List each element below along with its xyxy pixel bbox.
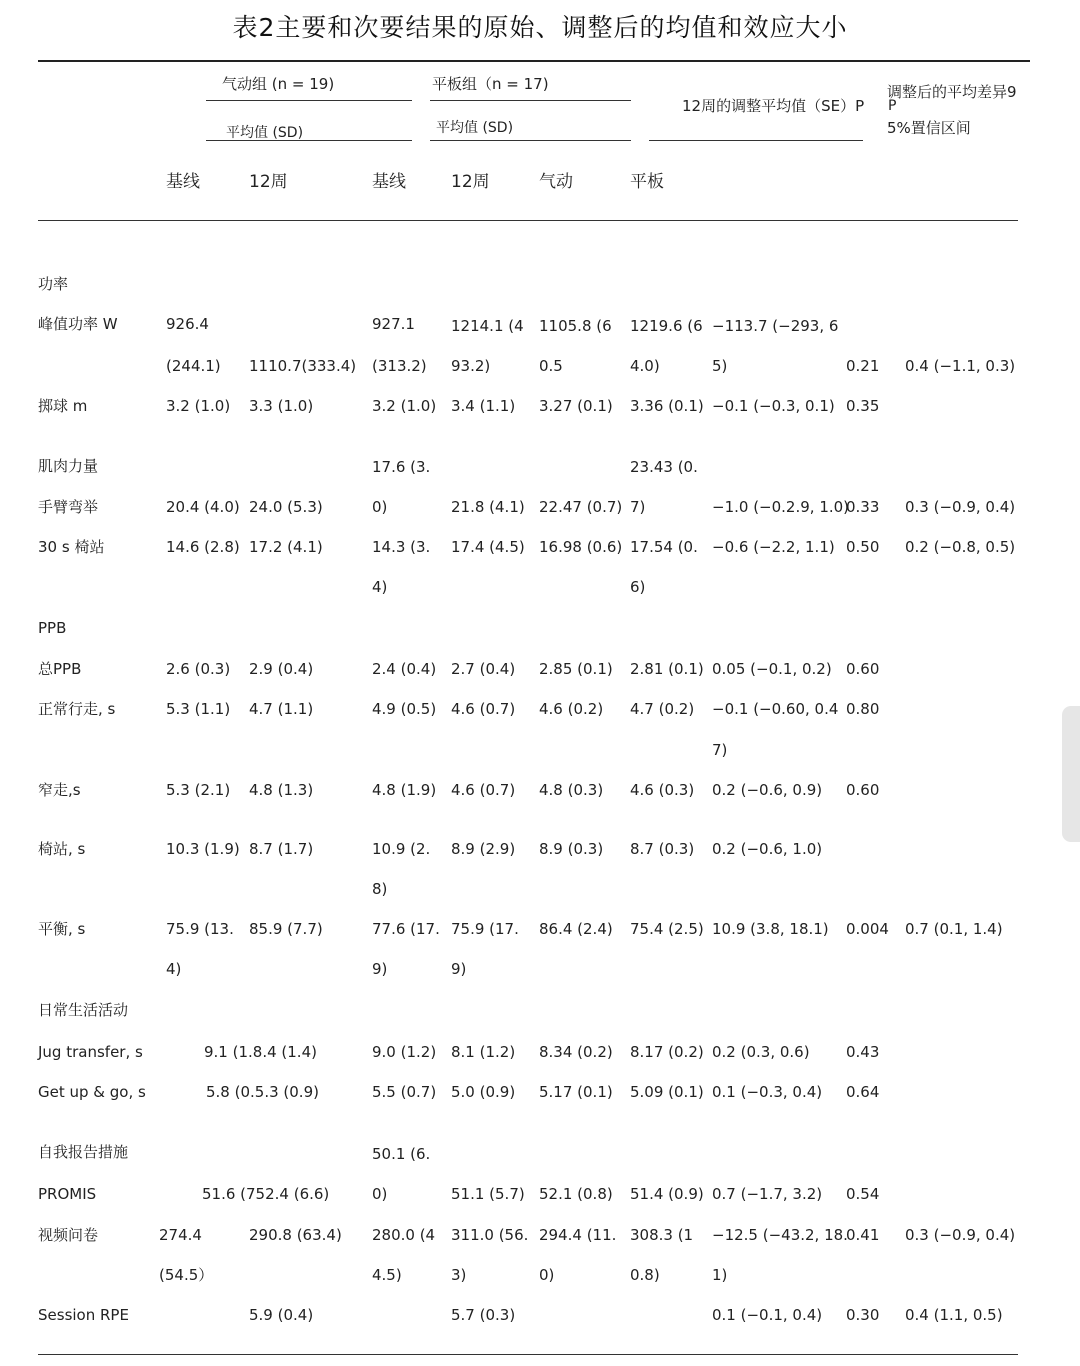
chair-pn: 8.9 (0.3) [539,840,604,858]
section-ppb: PPB [38,619,67,637]
col-baseline-b: 基线 [372,172,406,192]
jug-b-w12: 8.1 (1.2) [451,1043,516,1061]
arm-curl-diff: −1.0 (−0.2.9, 1.0) [712,498,850,516]
video-b-w12-1: 311.0 (56. [451,1226,529,1244]
balance-b-w12-2: 9) [451,960,467,978]
narrow-walk-pn: 4.8 (0.3) [539,781,604,799]
normal-walk-p: 0.80 [846,700,880,718]
arm-curl-a-base: 20.4 (4.0) [166,498,240,516]
total-ppb-b-base: 2.4 (0.4) [372,660,437,678]
group-b-header: 平板组（n = 17) [432,75,549,93]
video-tr-1: 308.3 (1 [630,1226,694,1244]
throw-b-base: 3.2 (1.0) [372,397,437,415]
chair-stand-tr-2: 6) [630,578,646,596]
peak-power-b-base-1: 927.1 [372,315,415,333]
group-b-rule [430,100,631,101]
video-a-base-1: 274.4 [159,1226,202,1244]
chair-stand-label: 30 s 椅站 [38,538,105,556]
chair-stand-b-w12: 17.4 (4.5) [451,538,525,556]
normal-walk-label: 正常行走, s [38,700,116,718]
peak-power-pn-1: 1105.8 (6 [539,317,612,335]
balance-label: 平衡, s [38,920,86,938]
top-rule [38,60,1030,62]
total-ppb-a-base: 2.6 (0.3) [166,660,231,678]
balance-pn: 86.4 (2.4) [539,920,613,938]
jug-a: 9.1 (1.8.4 (1.4) [204,1043,317,1061]
chair-stand-p: 0.50 [846,538,880,556]
getup-diff: 0.1 (−0.3, 0.4) [712,1083,823,1101]
narrow-walk-b-base: 4.8 (1.9) [372,781,437,799]
peak-power-tr-2: 4.0) [630,357,660,375]
balance-tr: 75.4 (2.5) [630,920,704,938]
normal-walk-tr: 4.7 (0.2) [630,700,695,718]
chair-stand-tr-1: 17.54 (0. [630,538,698,556]
strength-tr-1: 23.43 (0. [630,458,698,476]
promis-diff: 0.7 (−1.7, 3.2) [712,1185,823,1203]
rpe-b-w12: 5.7 (0.3) [451,1306,516,1324]
adjusted-rule [649,140,863,141]
total-ppb-pn: 2.85 (0.1) [539,660,613,678]
promis-tr: 51.4 (0.9) [630,1185,704,1203]
chair-label: 椅站, s [38,840,86,858]
promis-label: PROMIS [38,1185,97,1203]
arm-curl-b-base-2: 0) [372,498,388,516]
total-ppb-tr: 2.81 (0.1) [630,660,704,678]
balance-b-w12-1: 75.9 (17. [451,920,519,938]
throw-tr: 3.36 (0.1) [630,397,704,415]
balance-b-base-1: 77.6 (17. [372,920,440,938]
arm-curl-b-w12: 21.8 (4.1) [451,498,525,516]
section-strength: 肌肉力量 [38,457,99,475]
promis-a: 51.6 (752.4 (6.6) [202,1185,330,1203]
rpe-diff: 0.1 (−0.1, 0.4) [712,1306,823,1324]
video-pn-2: 0) [539,1266,555,1284]
mean-sd-b-header: 平均值 (SD) [436,120,514,136]
chair-stand-a-base: 14.6 (2.8) [166,538,240,556]
rpe-label: Session RPE [38,1306,129,1324]
video-a-w12: 290.8 (63.4) [249,1226,342,1244]
throw-label: 掷球 m [38,397,88,415]
video-label: 视频问卷 [38,1226,99,1244]
throw-p: 0.35 [846,397,880,415]
peak-power-diff-1: −113.7 (−293, 6 [712,317,839,335]
normal-walk-diff-1: −0.1 (−0.60, 0.4 [712,700,839,718]
chair-stand-a-w12: 17.2 (4.1) [249,538,323,556]
mean-b-rule [430,140,631,141]
peak-power-a-w12: 1110.7(333.4) [249,357,357,375]
rpe-p: 0.30 [846,1306,880,1324]
chair-b-base-1: 10.9 (2. [372,840,431,858]
video-diff-1: −12.5 (−43.2, 18. [712,1226,848,1244]
total-ppb-diff: 0.05 (−0.1, 0.2) [712,660,832,678]
arm-curl-tr-2: 7) [630,498,646,516]
narrow-walk-tr: 4.6 (0.3) [630,781,695,799]
balance-a-w12: 85.9 (7.7) [249,920,323,938]
chair-b-w12: 8.9 (2.9) [451,840,516,858]
peak-power-a-base-1: 926.4 [166,315,209,333]
total-ppb-b-w12: 2.7 (0.4) [451,660,516,678]
video-b-base-2: 4.5) [372,1266,402,1284]
total-ppb-a-w12: 2.9 (0.4) [249,660,314,678]
total-ppb-label: 总PPB [38,660,82,678]
chair-a-w12: 8.7 (1.7) [249,840,314,858]
throw-pn: 3.27 (0.1) [539,397,613,415]
getup-a: 5.8 (0.5.3 (0.9) [206,1083,319,1101]
narrow-walk-b-w12: 4.6 (0.7) [451,781,516,799]
narrow-walk-label: 窄走,s [38,781,81,799]
getup-pn: 5.17 (0.1) [539,1083,613,1101]
header-bottom-rule [38,220,1018,221]
balance-a-base-2: 4) [166,960,182,978]
balance-es: 0.7 (0.1, 1.4) [905,920,1003,938]
chair-diff: 0.2 (−0.6, 1.0) [712,840,823,858]
normal-walk-b-base: 4.9 (0.5) [372,700,437,718]
throw-diff: −0.1 (−0.3, 0.1) [712,397,835,415]
promis-p: 0.54 [846,1185,880,1203]
normal-walk-a-w12: 4.7 (1.1) [249,700,314,718]
peak-power-tr-1: 1219.6 (6 [630,317,703,335]
promis-b-base-2: 0) [372,1185,388,1203]
self-b-base-1: 50.1 (6. [372,1145,431,1163]
video-b-w12-2: 3) [451,1266,467,1284]
normal-walk-pn: 4.6 (0.2) [539,700,604,718]
video-pn-1: 294.4 (11. [539,1226,617,1244]
video-tr-2: 0.8) [630,1266,660,1284]
video-a-base-2: (54.5） [159,1266,214,1284]
arm-curl-a-w12: 24.0 (5.3) [249,498,323,516]
video-diff-2: 1) [712,1266,728,1284]
getup-p: 0.64 [846,1083,880,1101]
col-week12-b: 12周 [451,172,490,192]
strength-b-base-1: 17.6 (3. [372,458,431,476]
promis-pn: 52.1 (0.8) [539,1185,613,1203]
chair-stand-pn: 16.98 (0.6) [539,538,623,556]
col-week12-a: 12周 [249,172,288,192]
chair-stand-diff: −0.6 (−2.2, 1.1) [712,538,835,556]
chair-a-base: 10.3 (1.9) [166,840,240,858]
jug-label: Jug transfer, s [38,1043,143,1061]
peak-power-b-base-2: (313.2) [372,357,427,375]
video-es: 0.3 (−0.9, 0.4) [905,1226,1016,1244]
mean-sd-a-header: 平均值 (SD) [226,125,304,141]
throw-b-w12: 3.4 (1.1) [451,397,516,415]
throw-a-w12: 3.3 (1.0) [249,397,314,415]
section-power: 功率 [38,275,69,293]
scrollbar-thumb[interactable] [1062,706,1080,842]
balance-b-base-2: 9) [372,960,388,978]
video-b-base-1: 280.0 (4 [372,1226,436,1244]
chair-stand-b-base-2: 4) [372,578,388,596]
peak-power-es: 0.4 (−1.1, 0.3) [905,357,1016,375]
narrow-walk-a-w12: 4.8 (1.3) [249,781,314,799]
promis-b-w12: 51.1 (5.7) [451,1185,525,1203]
balance-diff: 10.9 (3.8, 18.1) [712,920,829,938]
narrow-walk-p: 0.60 [846,781,880,799]
throw-a-base: 3.2 (1.0) [166,397,231,415]
col-treadmill: 平板 [630,172,664,192]
narrow-walk-a-base: 5.3 (2.1) [166,781,231,799]
diff-header-line3: 5%置信区间 [887,119,971,137]
jug-p: 0.43 [846,1043,880,1061]
balance-a-base-1: 75.9 (13. [166,920,234,938]
normal-walk-b-w12: 4.6 (0.7) [451,700,516,718]
normal-walk-diff-2: 7) [712,741,728,759]
table-bottom-rule [38,1354,1018,1355]
getup-b-base: 5.5 (0.7) [372,1083,437,1101]
peak-power-b-w12-2: 93.2) [451,357,491,375]
peak-power-label: 峰值功率 W [38,315,118,333]
getup-b-w12: 5.0 (0.9) [451,1083,516,1101]
chair-tr: 8.7 (0.3) [630,840,695,858]
video-p: 0.41 [846,1226,880,1244]
section-self-report: 自我报告措施 [38,1143,129,1161]
group-a-header: 气动组 (n = 19) [222,75,335,93]
arm-curl-pn: 22.47 (0.7) [539,498,623,516]
jug-pn: 8.34 (0.2) [539,1043,613,1061]
diff-header-line1: 调整后的平均差异9 [887,83,1017,101]
getup-label: Get up & go, s [38,1083,146,1101]
normal-walk-a-base: 5.3 (1.1) [166,700,231,718]
peak-power-diff-2: 5) [712,357,728,375]
peak-power-a-base-2: (244.1) [166,357,221,375]
total-ppb-p: 0.60 [846,660,880,678]
adjusted-mean-header: 12周的调整平均值（SE）P [682,97,865,115]
arm-curl-label: 手臂弯举 [38,498,99,516]
jug-b-base: 9.0 (1.2) [372,1043,437,1061]
getup-tr: 5.09 (0.1) [630,1083,704,1101]
arm-curl-es: 0.3 (−0.9, 0.4) [905,498,1016,516]
rpe-es: 0.4 (1.1, 0.5) [905,1306,1003,1324]
chair-stand-b-base-1: 14.3 (3. [372,538,431,556]
peak-power-pn-2: 0.5 [539,357,563,375]
section-adl: 日常生活活动 [38,1001,129,1019]
peak-power-b-w12-1: 1214.1 (4 [451,317,524,335]
balance-p: 0.004 [846,920,889,938]
diff-header-line2: P [888,98,897,114]
jug-diff: 0.2 (0.3, 0.6) [712,1043,810,1061]
col-baseline-a: 基线 [166,172,200,192]
rpe-a-w12: 5.9 (0.4) [249,1306,314,1324]
narrow-walk-diff: 0.2 (−0.6, 0.9) [712,781,823,799]
col-pneumatic: 气动 [539,172,573,192]
chair-b-base-2: 8) [372,880,388,898]
table-title: 表2主要和次要结果的原始、调整后的均值和效应大小 [232,13,848,42]
jug-tr: 8.17 (0.2) [630,1043,704,1061]
chair-stand-es: 0.2 (−0.8, 0.5) [905,538,1016,556]
arm-curl-p: 0.33 [846,498,880,516]
peak-power-p: 0.21 [846,357,880,375]
group-a-rule [206,100,412,101]
